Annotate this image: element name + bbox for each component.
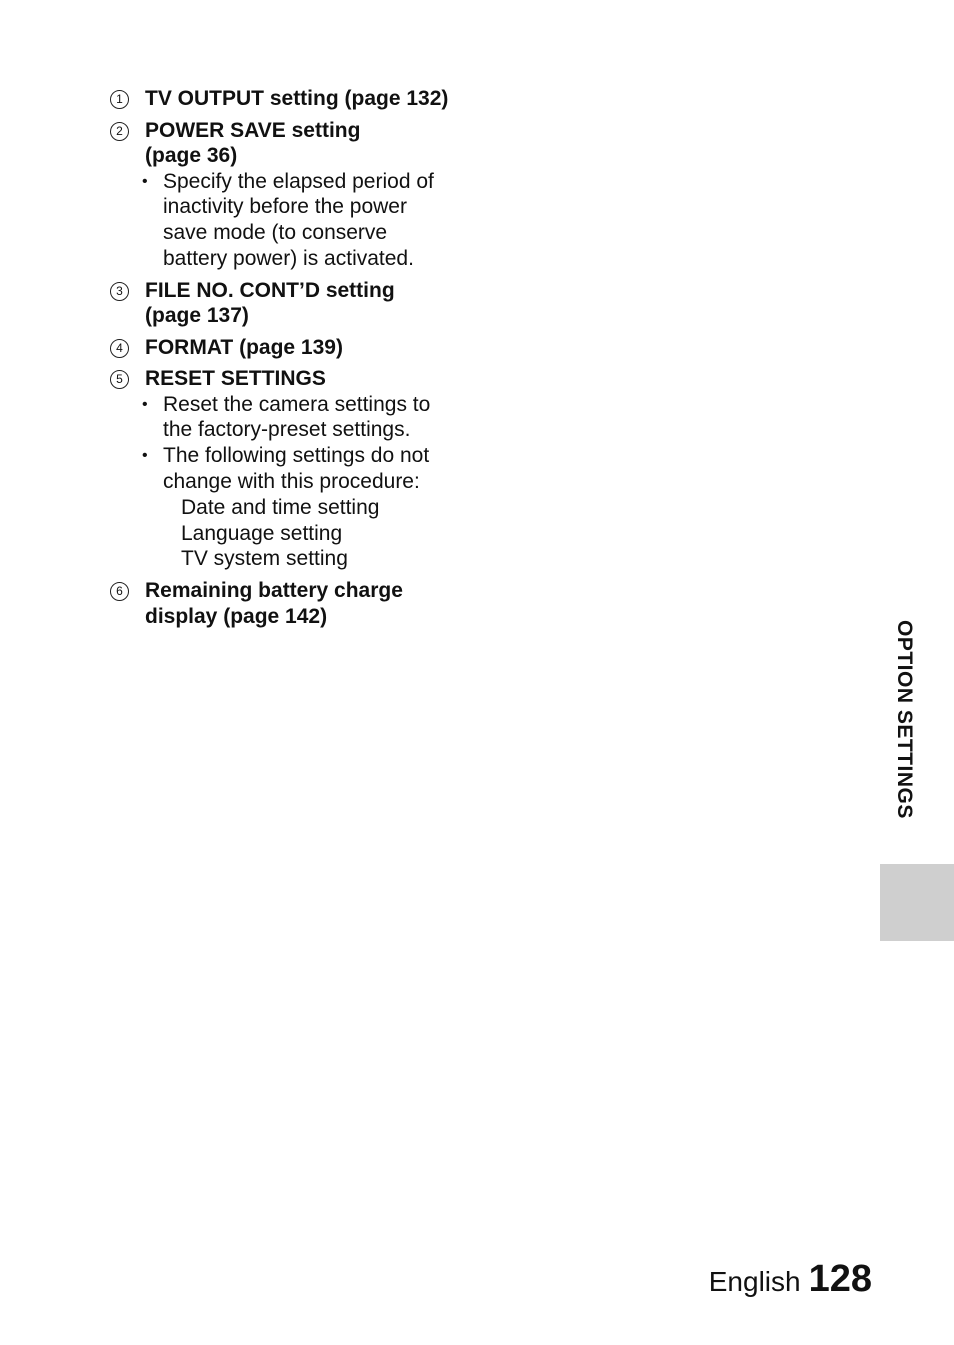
bullet-icon: • [142,172,148,190]
bullet-list [142,169,455,272]
settings-list [108,86,488,635]
page-footer [709,1258,872,1301]
item-number: 1 [110,90,129,109]
bullet-item: • Reset the camera settings to the factory-preset settings. [142,392,431,442]
item-title: TV OUTPUT setting (page 132) [145,87,449,110]
item-title: Remaining battery charge display (page 142) [145,579,403,628]
list-item-format [108,335,488,361]
item-number: 4 [110,339,129,358]
bullet-icon: • [142,447,148,465]
item-number: 5 [110,370,129,389]
page-number: 128 [808,1258,872,1300]
list-item-battery-display [108,578,488,629]
list-item-tv-output [108,86,488,112]
footer-language: English [708,1266,801,1297]
item-number: 3 [110,282,129,301]
item-title: FORMAT (page 139) [145,335,343,359]
bullet-list [142,392,455,573]
section-side-label: OPTION SETTINGS [893,620,916,819]
sub-item: Date and time setting [181,495,380,519]
item-number: 2 [110,122,129,141]
item-title: POWER SAVE setting (page 36) [145,118,361,167]
list-item-file-no [108,278,488,329]
item-title: RESET SETTINGS [145,367,326,391]
sub-list [163,495,455,572]
bullet-item: • The following settings do not change with this procedure: Date and time setting Language setting TV system setting [145,443,455,572]
section-tab-marker [880,864,954,941]
bullet-item: • Specify the elapsed period of inactivity before the power save mode (to conserve battery power) is activated. [142,169,434,270]
list-item-reset-settings [108,366,488,572]
item-number: 6 [110,582,129,601]
list-item-power-save [108,118,488,272]
item-title: FILE NO. CONT’D setting (page 137) [145,278,395,328]
sub-item: TV system setting [181,547,348,571]
sub-item: Language setting [181,521,343,545]
bullet-icon: • [142,395,148,413]
